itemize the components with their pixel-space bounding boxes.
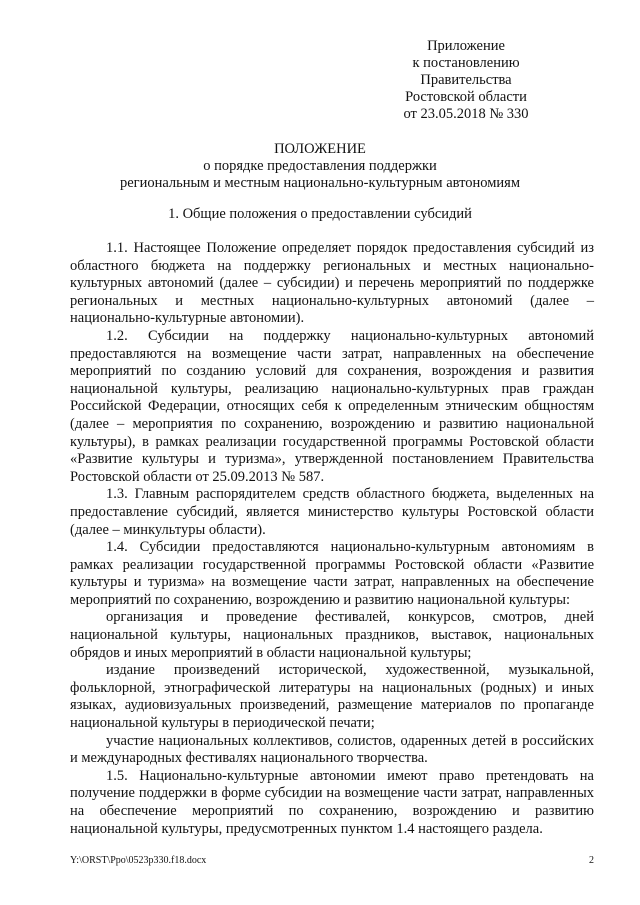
appendix-line: от 23.05.2018 № 330 xyxy=(403,106,529,122)
paragraph: 1.4. Субсидии предоставляются национально-культурным автономиям в рамках реализации государственной программы Ростовской области «Развитие культуры и туризма» на возмещение части затрат, направленных на обеспечение мероприятий по сохранению, возрождению и развитию национальной культуры: xyxy=(70,539,594,608)
paragraph: 1.2. Субсидии на поддержку национально-культурных автономий предоставляются на возмещение части затрат, направленных на обеспечение мероприятий по созданию условий для сохранения, возрождения и развития национальной культуры, реализацию национально-культурных прав граждан Российской Федерации, относящих себя к определенным этническим общностям (далее – мероприятия по сохранению, возрождению и развитию национальной культуры), в рамках реализации государственной программы Ростовской области «Развитие культуры и туризма», утвержденной постановлением Правительства Ростовской области от 25.09.2013 № 587. xyxy=(70,327,594,485)
paragraph: участие национальных коллективов, солистов, одаренных детей в российских и международных фестивалях национального творчества. xyxy=(70,732,594,767)
section-heading: 1. Общие положения о предоставлении субсидий xyxy=(168,206,472,222)
appendix-line: Ростовской области xyxy=(405,89,527,105)
page-number: 2 xyxy=(589,855,594,866)
paragraph: 1.1. Настоящее Положение определяет порядок предоставления субсидий из областного бюджета на поддержку региональных и местных национально-культурных автономий (далее – субсидии) и перечень мероприятий по поддержке региональных и местных национально-культурных автономий (далее – национально-культурные автономии). xyxy=(70,240,594,327)
paragraph: организация и проведение фестивалей, конкурсов, смотров, дней национальной культуры, национальных праздников, выставок, национальных обрядов и иных мероприятий в области национальной культуры; xyxy=(70,609,594,661)
appendix-line: к постановлению xyxy=(412,55,520,71)
appendix-line: Приложение xyxy=(427,38,505,54)
body-text xyxy=(70,240,594,838)
document-title xyxy=(70,141,570,192)
paragraph: 1.5. Национально-культурные автономии имеют право претендовать на получение поддержки в форме субсидии на возмещение части затрат, направленных на обеспечение мероприятий по сохранению, возрождению и развитию национальной культуры, предусмотренных пунктом 1.4 настоящего раздела. xyxy=(70,767,594,837)
paragraph: 1.3. Главным распорядителем средств областного бюджета, выделенных на предоставление субсидий, является министерство культуры Ростовской области (далее – минкультуры области). xyxy=(70,486,594,538)
page-footer xyxy=(70,855,594,866)
title-main: ПОЛОЖЕНИЕ xyxy=(274,141,366,157)
title-subtitle: региональным и местным национально-культурным автономиям xyxy=(119,175,521,191)
appendix-line: Правительства xyxy=(420,72,512,88)
title-subtitle: о порядке предоставления поддержки xyxy=(203,158,437,174)
paragraph: издание произведений исторической, художественной, музыкальной, фольклорной, этнографической литературы на национальных (родных) и иных языках, аудиовизуальных произведений, размещение материалов по пропаганде национальной культуры в периодической печати; xyxy=(70,662,594,732)
appendix-block xyxy=(366,38,566,123)
file-path: Y:\ORST\Ppo\0523p330.f18.docx xyxy=(70,855,207,866)
